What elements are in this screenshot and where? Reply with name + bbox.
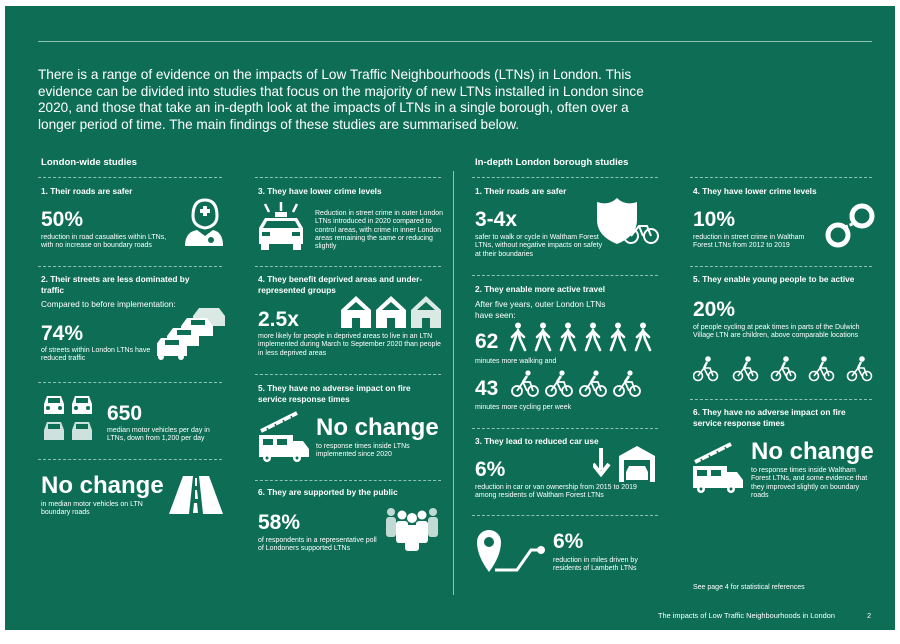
bs-crime-text: reduction in street crime in Waltham Forest LTNs from 2012 to 2019 [693,234,805,250]
divider [38,177,222,178]
bs-active-title: 2. They enable more active travel [475,284,606,294]
bs-crime-title: 4. They have lower crime levels [693,186,817,196]
lw-traffic-text: of streets within London LTNs have reduced traffic [41,347,151,363]
fire-engine-icon [691,442,745,494]
lw-crime-title: 3. They have lower crime levels [258,186,382,196]
divider [472,515,658,516]
divider [690,266,872,267]
bs-walk-text: minutes more walking and [475,358,557,365]
lw-traffic-subtitle: Compared to before implementation: [41,299,176,309]
garage-arrow-icon [593,446,655,482]
lw-safer-title: 1. Their roads are safer [41,186,133,196]
lw-public-text: of respondents in a representative poll of Londoners supported LTNs [258,537,377,553]
page-number: 2 [867,611,872,620]
divider [255,266,441,267]
bs-fire-title: 6. They have no adverse impact on fire service response times [693,407,846,428]
divider [38,459,222,460]
bs-young-title: 5. They enable young people to be active [693,274,855,284]
lw-fire-text: to response times inside LTNs implemented since 2020 [316,443,410,459]
lw-safer-text: reduction in road casualties within LTNs, with no increase on boundary roads [41,234,167,250]
divider [38,382,222,383]
bs-car-title: 3. They lead to reduced car use [475,436,599,446]
divider [38,266,222,267]
bs-cycle-text: minutes more cycling per week [475,404,572,411]
bs-cycle-stat: 43 [475,377,499,400]
column-divider [453,171,454,595]
bs-fire-text: to response times inside Waltham Forest LTNs, and some evidence that they improved slightly on boundary roads [751,467,868,499]
bs-miles-stat: 6% [553,530,584,553]
lw-deprived-stat: 2.5x [258,308,299,331]
lw-boundary-stat: No change [41,472,164,499]
divider [472,428,658,429]
bs-car-stat: 6% [475,458,506,481]
police-car-icon [255,202,307,252]
bs-fire-stat: No change [751,438,874,465]
references-note: See page 4 for statistical references [693,584,805,591]
cars-grid-icon [41,394,97,444]
divider [255,374,441,375]
bs-miles-text: reduction in miles driven by residents of Lambeth LTNs [553,557,638,573]
lw-vehicles-stat: 650 [107,402,143,425]
medic-icon [181,196,225,248]
divider [472,177,658,178]
lw-traffic-title: 2. Their streets are less dominated by traffic [41,274,190,295]
fire-engine-icon [257,411,311,463]
traffic-cars-icon [157,308,227,364]
cycling-people-icon [511,370,641,398]
child-cyclists-icon [693,354,873,382]
intro-paragraph: There is a range of evidence on the impacts of Low Traffic Neighbourhoods (LTNs) in London. This evidence can be divided into studies that focus on the majority of new LTNs installed in London since 2020, and those that take an in-depth look at the impacts of LTNs in a single borough, often over a longer period of time. The main findings of these studies are summarised below. [38,67,644,132]
divider [690,177,872,178]
lw-fire-title: 5. They have no adverse impact on fire service response times [258,383,411,404]
bs-active-subtitle: After five years, outer London LTNs have seen: [475,299,606,320]
map-route-icon [475,526,547,574]
lw-public-title: 6. They are supported by the public [258,487,398,497]
houses-icon [341,296,441,328]
bs-young-stat: 20% [693,298,736,321]
lw-deprived-text: more likely for people in deprived areas to live in an LTN implemented during March to September 2020 than people in less deprived areas [258,333,441,357]
bs-safer-stat: 3-4x [475,208,518,231]
lw-deprived-title: 4. They benefit deprived areas and under-represented groups [258,274,423,295]
divider [690,399,872,400]
shield-bike-icon [595,198,659,246]
bs-car-text: reduction in car or van ownership from 2015 to 2019 among residents of Waltham Forest LTNs [475,484,637,500]
bs-safer-text: safer to walk or cycle in Waltham Forest LTNs, without negative impacts on safety at their boundaries [475,234,603,258]
top-rule [38,41,872,42]
crowd-icon [383,506,441,552]
footer-title: The impacts of Low Traffic Neighbourhoods in London [658,611,835,620]
bs-safer-title: 1. Their roads are safer [475,186,567,196]
road-icon [169,476,223,514]
borough-heading: In-depth London borough studies [475,157,629,168]
london-wide-heading: London-wide studies [41,157,137,168]
lw-safer-stat: 50% [41,208,84,231]
walking-people-icon [508,322,658,352]
report-page [5,6,895,630]
bs-walk-stat: 62 [475,330,499,353]
lw-fire-stat: No change [316,414,439,441]
divider [255,177,441,178]
lw-vehicles-text: median motor vehicles per day in LTNs, down from 1,200 per day [107,427,210,443]
lw-boundary-text: in median motor vehicles on LTN boundary roads [41,501,143,517]
lw-traffic-stat: 74% [41,322,84,345]
lw-crime-text: Reduction in street crime in outer London LTNs introduced in 2020 compared to control areas, with crime in inner London areas remaining the same or reducing slightly [315,210,444,251]
handcuffs-icon [825,202,875,250]
divider [255,480,441,481]
divider [472,275,658,276]
lw-public-stat: 58% [258,511,301,534]
bs-crime-stat: 10% [693,208,736,231]
bs-young-text: of people cycling at peak times in parts of the Dulwich Village LTN are children, above comparable locations [693,324,860,340]
